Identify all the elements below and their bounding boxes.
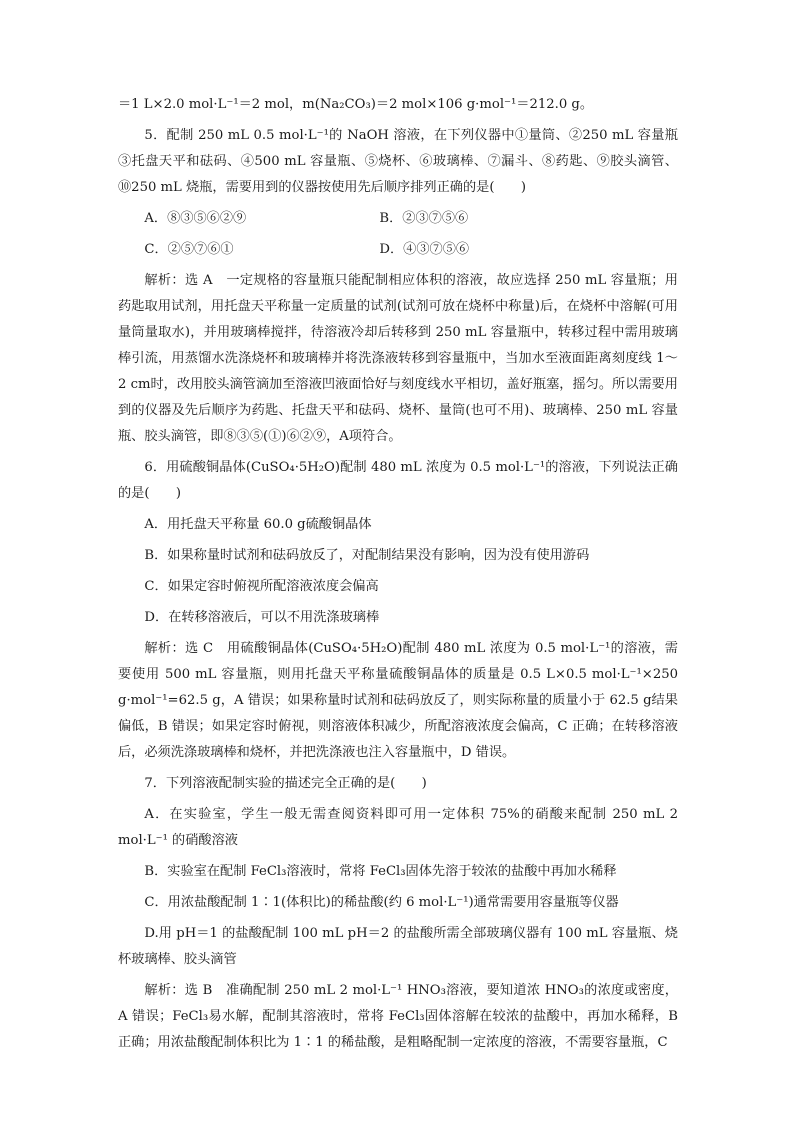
question-5-analysis: 解析：选 A 一定规格的容量瓶只能配制相应体积的溶液，故应选择 250 mL 容量瓶；用药匙取用试剂，用托盘天平称量一定质量的试剂(试剂可放在烧杯中称量)后，在烧杯中溶解(可用量筒量取水)，并用玻璃棒搅拌，待溶液冷却后转移到 250 mL 容量瓶中，转移过程中需用玻璃棒引流，用蒸馏水洗涤烧杯和玻璃棒并将洗涤液转移到容量瓶中，当加水至液面距离刻度线 1～2 cm时，改用胶头滴管滴加至溶液凹液面恰好与刻度线水平相切，盖好瓶塞，摇匀。所以需要用到的仪器及先后顺序为药匙、托盘天平和砝码、烧杯、量筒(也可不用)、玻璃棒、250 mL 容量瓶、胶头滴管，即⑧③⑤(①)⑥②⑨，A项符合。 (118, 273, 678, 444)
question-6-stem: 6．用硫酸铜晶体(CuSO₄·5H₂O)配制 480 mL 浓度为 0.5 mol·L⁻¹的溶液，下列说法正确的是( ) (118, 460, 678, 501)
question-7-option-a: A．在实验室，学生一般无需查阅资料即可用一定体积 75%的硝酸来配制 250 mL 2 mol·L⁻¹ 的硝酸溶液 (118, 807, 678, 848)
question-7-option-d: D.用 pH＝1 的盐酸配制 100 mL pH＝2 的盐酸所需全部玻璃仪器有 100 mL 容量瓶、烧杯玻璃棒、胶头滴管 (118, 926, 678, 967)
question-6-option-b: B．如果称量时试剂和砝码放反了，对配制结果没有影响，因为没有使用游码 (144, 548, 590, 563)
question-7-option-c: C．用浓盐酸配制 1∶1(体积比)的稀盐酸(约 6 mol·L⁻¹)通常需要用容量瓶等仪器 (144, 895, 619, 910)
intro-line: ＝1 L×2.0 mol·L⁻¹＝2 mol，m(Na₂CO₃)＝2 mol×106 g·mol⁻¹＝212.0 g。 (118, 97, 594, 112)
question-7-stem: 7．下列溶液配制实验的描述完全正确的是( ) (144, 776, 427, 791)
question-5-option-c: C．②⑤⑦⑥① (144, 242, 234, 257)
question-5-options-row2 (118, 237, 678, 263)
question-5-option-d: D．④③⑦⑤⑥ (379, 242, 470, 257)
question-6-analysis: 解析：选 C 用硫酸铜晶体(CuSO₄·5H₂O)配制 480 mL 浓度为 0.5 mol·L⁻¹的溶液，需要使用 500 mL 容量瓶，则用托盘天平称量硫酸铜晶体的质量是 0.5 L×0.5 mol·L⁻¹×250 g·mol⁻¹=62.5 g，A 错误；如果称量时试剂和砝码放反了，则实际称量的质量小于 62.5 g结果偏低，B 错误；如果定容时俯视，则溶液体积减少，所配溶液浓度会偏高，C 正确；在转移溶液后，必须洗涤玻璃棒和烧杯，并把洗涤液也注入容量瓶中，D 错误。 (118, 641, 678, 760)
question-5-stem: 5．配制 250 mL 0.5 mol·L⁻¹的 NaOH 溶液，在下列仪器中①量筒、②250 mL 容量瓶③托盘天平和砝码、④500 mL 容量瓶、⑤烧杯、⑥玻璃棒、⑦漏斗、⑧药匙、⑨胶头滴管、⑩250 mL 烧瓶，需要用到的仪器按使用先后顺序排列正确的是( ) (118, 128, 678, 195)
question-7-option-b: B．实验室在配制 FeCl₃溶液时，常将 FeCl₃固体先溶于较浓的盐酸中再加水稀释 (144, 864, 617, 879)
question-6-option-a: A．用托盘天平称量 60.0 g硫酸铜晶体 (144, 517, 372, 532)
document-body (118, 92, 678, 1061)
question-5-option-b: B．②③⑦⑤⑥ (379, 211, 469, 226)
question-6-option-c: C．如果定容时俯视所配溶液浓度会偏高 (144, 579, 379, 594)
question-5-option-a: A．⑧③⑤⑥②⑨ (144, 211, 247, 226)
question-7-analysis: 解析：选 B 准确配制 250 mL 2 mol·L⁻¹ HNO₃溶液，要知道浓 HNO₃的浓度或密度，A 错误；FeCl₃易水解，配制其溶液时，常将 FeCl₃固体溶解在较浓的盐酸中，再加水稀释，B 正确；用浓盐酸配制体积比为 1∶1 的稀盐酸，是粗略配制一定浓度的溶液，不需要容量瓶，C (118, 983, 678, 1050)
question-6-option-d: D．在转移溶液后，可以不用洗涤玻璃棒 (144, 610, 380, 625)
question-5-options-row1 (118, 206, 678, 232)
